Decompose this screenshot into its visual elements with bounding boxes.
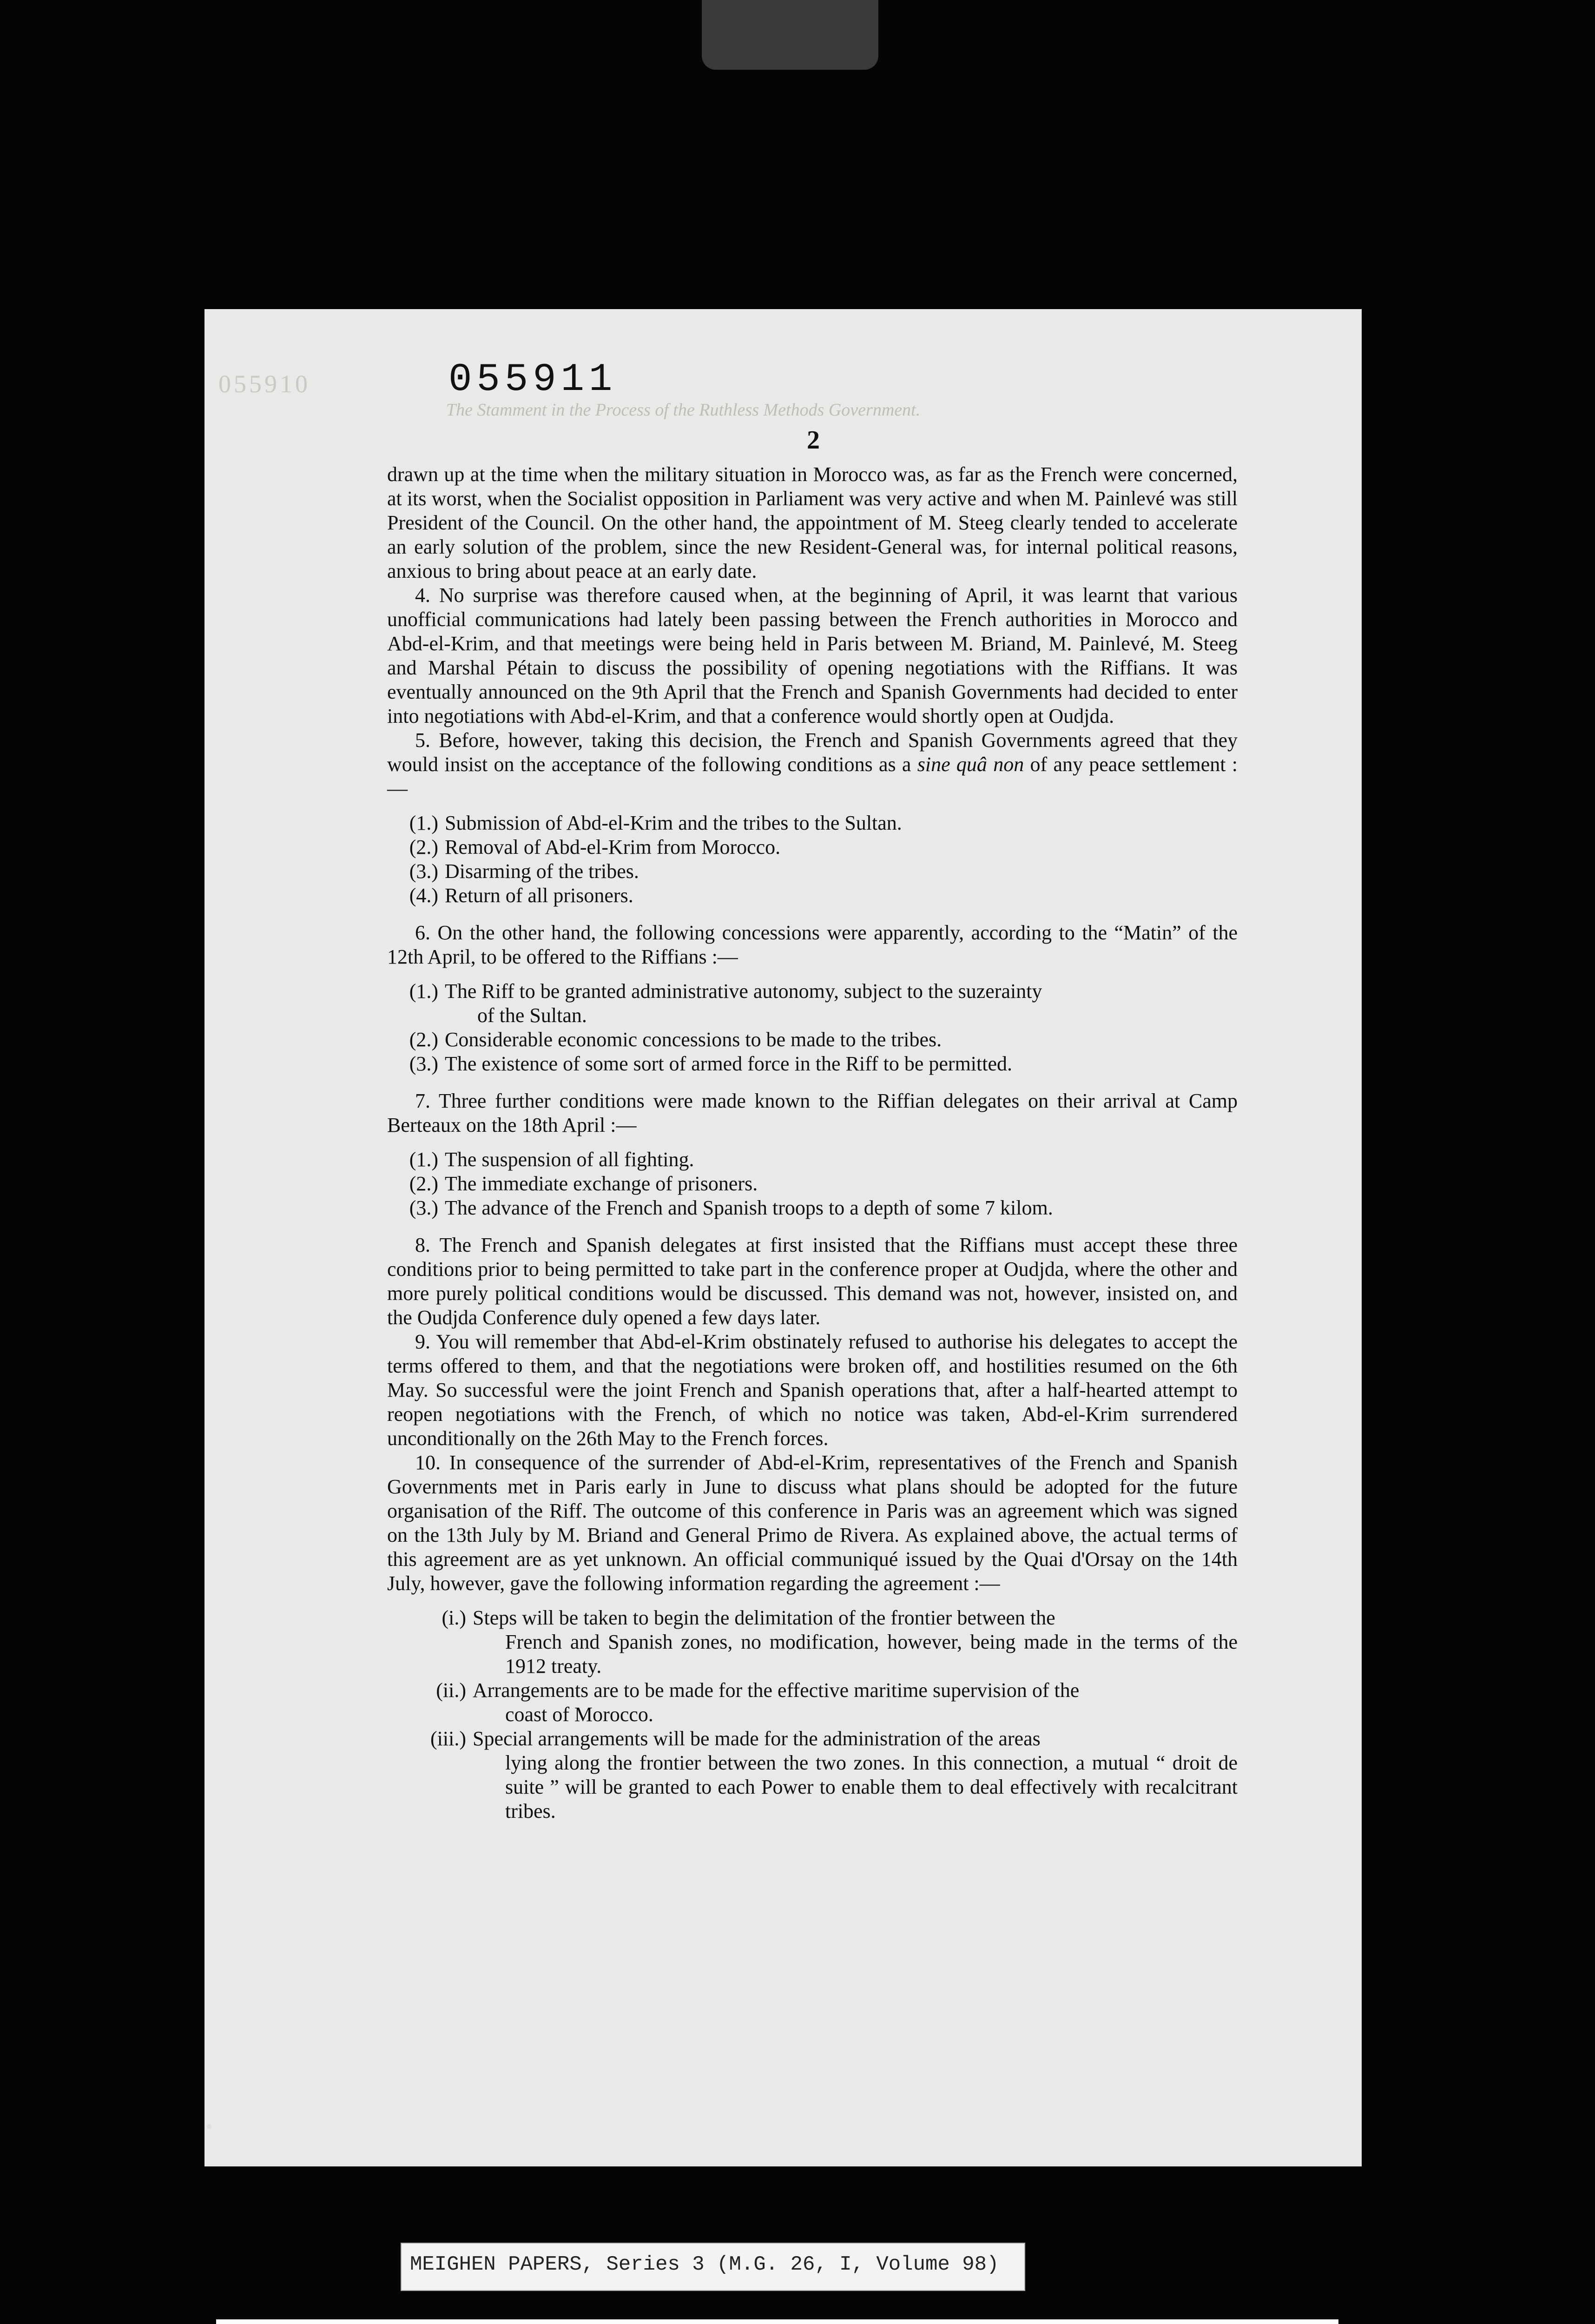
list-item (387, 1727, 1238, 1823)
bleed-through-header: The Stamment in the Process of the Ruthless Methods Government. (446, 400, 921, 420)
list-number: (2.) (409, 1028, 438, 1051)
list-number: (1.) (409, 812, 438, 834)
paragraph-5-text: 5. Before, however, taking this decision, the French and Spanish Governments agreed that they would insist on the acceptance of the following conditions as a (387, 729, 1238, 776)
list-item (387, 1678, 1238, 1727)
list-text: Submission of Abd-el-Krim and the tribes to the Sultan. (445, 812, 902, 834)
specular-dot (207, 2124, 211, 2129)
list-text: Considerable economic concessions to be made to the tribes. (445, 1028, 942, 1051)
reference-label-text: MEIGHEN PAPERS, Series 3 (M.G. 26, I, Volume 98) (410, 2253, 999, 2276)
list-text-line: Arrangements are to be made for the effective maritime supervision of the (473, 1679, 1080, 1702)
serial-number: 055911 (448, 358, 617, 402)
list-text (473, 1678, 1238, 1727)
list-text: The advance of the French and Spanish troops to a depth of some 7 kilom. (445, 1196, 1053, 1219)
paragraph-7: 7. Three further conditions were made known to the Riffian delegates on their arrival at Camp Berteaux on the 18th April :— (387, 1089, 1238, 1136)
agreement-list (387, 1606, 1238, 1823)
opening-paragraph: drawn up at the time when the military situation in Morocco was, as far as the French were concerned, at its worst, when the Socialist opposition in Parliament was very active and when M. Painlevé was still President of the Council. On the other hand, the appointment of M. Steeg clearly tended to accelerate an early solution of the problem, since the new Resident-General was, for internal political reasons, anxious to bring about peace at an early date. (387, 463, 1238, 582)
list-number: (iii.) (430, 1727, 466, 1750)
paragraph-9: 9. You will remember that Abd-el-Krim obstinately refused to authorise his delegates to accept the terms offered to them, and that the negotiations were broken off, and hostilities resumed on the 6th May. So successful were the joint French and Spanish operations that, after a half-hearted attempt to reopen negotiations with the French, of which no notice was taken, Abd-el-Krim surrendered unconditionally on the 26th May to the French forces. (387, 1330, 1238, 1450)
paragraph-5 (387, 728, 1238, 801)
document-body (387, 462, 1238, 1835)
list-text: Removal of Abd-el-Krim from Morocco. (445, 836, 781, 858)
list-item (387, 884, 1238, 908)
archives-card (216, 2319, 1338, 2324)
bleed-through-serial: 055910 (218, 370, 310, 398)
paragraph-5-tail: of any peace settlement :— (387, 753, 1238, 800)
list-item (387, 979, 1238, 1028)
list-item (387, 1028, 1238, 1052)
conditions-list (387, 811, 1238, 908)
list-number: (2.) (409, 836, 438, 858)
list-item (387, 811, 1238, 835)
list-number: (3.) (409, 1052, 438, 1075)
list-text-line: Special arrangements will be made for the administration of the areas (473, 1727, 1041, 1750)
list-item (387, 1148, 1238, 1172)
list-text-continuation: French and Spanish zones, no modification, however, being made in the terms of the 1912 treaty. (505, 1631, 1238, 1677)
list-text: The immediate exchange of prisoners. (445, 1172, 758, 1195)
paragraph-8: 8. The French and Spanish delegates at first insisted that the Riffians must accept these three conditions prior to being permitted to take part in the conference proper at Oudjda, where the other and more purely political conditions would be discussed. This demand was not, however, insisted on, and the Oudjda Conference duly opened a few days later. (387, 1234, 1238, 1329)
list-text-continuation: lying along the frontier between the two zones. In this connection, a mutual “ droit de suite ” will be granted to each Power to enable them to deal effectively with recalcitrant tribes. (505, 1751, 1238, 1822)
list-text (473, 1606, 1238, 1678)
list-item (387, 835, 1238, 859)
list-text: The existence of some sort of armed force in the Riff to be permitted. (445, 1052, 1012, 1075)
list-text: The suspension of all fighting. (445, 1148, 694, 1171)
list-number: (ii.) (436, 1679, 466, 1702)
paragraph-10: 10. In consequence of the surrender of Abd-el-Krim, representatives of the French and Spanish Governments met in Paris early in June to discuss what plans should be adopted for the future organisation of the Riff. The outcome of this conference in Paris was an agreement which was signed on the 13th July by M. Briand and General Primo de Rivera. As explained above, the actual terms of this agreement are as yet unknown. An official communiqué issued by the Quai d'Orsay on the 14th July, however, gave the following information regarding the agreement :— (387, 1451, 1238, 1595)
list-number: (1.) (409, 980, 438, 1003)
page-number: 2 (807, 426, 820, 455)
further-conditions-list (387, 1148, 1238, 1220)
list-number: (i.) (442, 1606, 466, 1629)
paragraph-5-latin: sine quâ non (917, 753, 1024, 776)
list-text: Disarming of the tribes. (445, 860, 639, 883)
list-text-line: Steps will be taken to begin the delimitation of the frontier between the (473, 1606, 1055, 1629)
binder-clip (702, 0, 878, 70)
list-text-continuation: coast of Morocco. (505, 1703, 653, 1726)
list-number: (3.) (409, 1196, 438, 1219)
paragraph-6: 6. On the other hand, the following concessions were apparently, according to the “Matin” of the 12th April, to be offered to the Riffians :— (387, 921, 1238, 968)
document-page (204, 309, 1362, 2166)
list-number: (4.) (409, 884, 438, 907)
list-text (473, 1727, 1238, 1823)
paragraph-4: 4. No surprise was therefore caused when, at the beginning of April, it was learnt that various unofficial communications had lately been passing between the French authorities in Morocco and Abd-el-Krim, and that meetings were being held in Paris between M. Briand, M. Painlevé, M. Steeg and Marshal Pétain to discuss the possibility of opening negotiations with the Riffians. It was eventually announced on the 9th April that the French and Spanish Governments had decided to enter into negotiations with Abd-el-Krim, and that a conference would shortly open at Oudjda. (387, 584, 1238, 727)
list-number: (3.) (409, 860, 438, 883)
list-text-continuation: of the Sultan. (477, 1004, 587, 1027)
list-text: Return of all prisoners. (445, 884, 633, 907)
list-text-line: The Riff to be granted administrative autonomy, subject to the suzerainty (445, 980, 1042, 1003)
reference-label (401, 2243, 1025, 2291)
list-item (387, 1196, 1238, 1220)
concessions-list (387, 979, 1238, 1076)
list-item (387, 1606, 1238, 1678)
list-number: (1.) (409, 1148, 438, 1171)
list-number: (2.) (409, 1172, 438, 1195)
list-item (387, 1172, 1238, 1196)
list-item (387, 1052, 1238, 1076)
list-item (387, 859, 1238, 884)
list-text (445, 979, 1238, 1028)
